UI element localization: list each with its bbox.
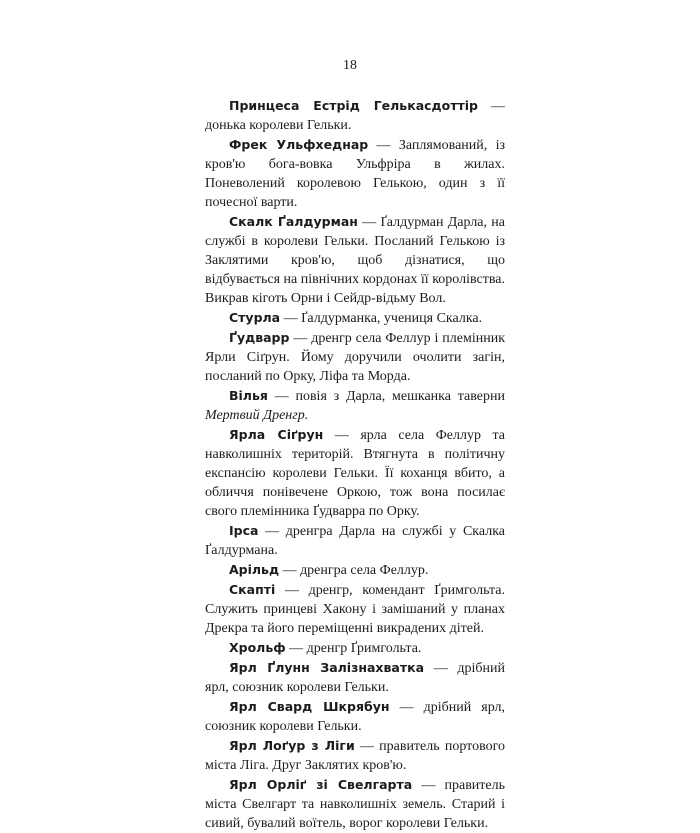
character-description: — донька королеви Гельки. [205, 99, 505, 133]
character-description: — дренгра села Феллур. [279, 563, 429, 578]
character-name: Хрольф [229, 640, 286, 655]
character-name: Арільд [229, 562, 280, 577]
character-name: Ярл Орліґ зі Свелгарта [229, 777, 413, 792]
character-name: Фрек Ульфхеднар [229, 137, 369, 152]
character-list [205, 96, 505, 833]
character-name: Ірса [229, 523, 259, 538]
list-item [205, 425, 505, 521]
character-name: Ярла Сіґрун [229, 427, 324, 442]
tavern-name: Мертвий Дренгр. [205, 408, 309, 423]
character-description: — дрібний ярл, союзник королеви Гельки. [205, 700, 505, 734]
list-item [205, 308, 505, 328]
character-name: Вілья [229, 388, 268, 403]
character-description: — Ґалдурманка, учениця Скалка. [280, 311, 483, 326]
character-description: — дренгр села Феллур і племінник Ярли Сіґрун. Йому доручили очолити загін, посланий по Орку, Ліфа та Морда. [205, 331, 505, 384]
character-description: — Ґалдурман Дарла, на службі в королеви Гельки. Посланий Гелькою із Заклятими кров'ю, щоб дізнатися, що відбувається на північних кордонах її королівства. Викрав кіготь Орни і Сейдр-відьму Вол. [205, 215, 505, 306]
list-item [205, 560, 505, 580]
list-item [205, 328, 505, 386]
page-number: 18 [343, 58, 357, 73]
character-description: — дренгр, комендант Ґримгольта. Служить принцеві Хакону і замішаний у планах Дрекра та його переміщенні викрадених дітей. [205, 583, 505, 636]
character-name: Ярл Ґлунн Залізнахватка [229, 660, 425, 675]
character-description: — дренгра Дарла на службі у Скалка Ґалдурмана. [205, 524, 505, 558]
character-name: Скалк Ґалдурман [229, 214, 358, 229]
character-description: — ярла села Феллур та навколишніх територій. Втягнута в політичну експансію королеви Гельки. Її коханця вбито, а обличчя понівечене Оркою, тож вона посилає свого племінника Ґудварра по Орку. [205, 428, 505, 519]
list-item [205, 580, 505, 638]
character-description: — повія з Дарла, мешканка таверни [267, 389, 505, 404]
character-description: — дрібний ярл, союзник королеви Гельки. [205, 661, 505, 695]
list-item [205, 135, 505, 212]
list-item [205, 212, 505, 308]
list-item [205, 521, 505, 560]
list-item [205, 96, 505, 135]
list-item [205, 638, 505, 658]
list-item [205, 386, 505, 425]
character-description: — Заплямований, із кров'ю бога-вовка Ульфріра в жилах. Поневолений королевою Гелькою, один з її почесної варти. [205, 138, 505, 210]
character-description: — правитель міста Свелгарт та навколишніх земель. Старий і сивий, бувалий воїтель, ворог королеви Гельки. [205, 778, 506, 831]
list-item [205, 658, 505, 697]
character-description: — дренгр Ґримгольта. [285, 641, 422, 656]
character-name: Стурла [229, 310, 281, 325]
list-item [205, 736, 505, 775]
character-name: Ярл Свард Шкрябун [229, 699, 390, 714]
character-name: Принцеса Естрід Гелькасдоттір [229, 98, 478, 113]
character-description: — правитель портового міста Ліга. Друг Заклятих кров'ю. [205, 739, 505, 773]
character-name: Скапті [229, 582, 276, 597]
character-name: Ярл Лоґур з Ліги [229, 738, 355, 753]
character-name: Ґудварр [229, 330, 290, 345]
list-item [205, 697, 505, 736]
list-item [205, 775, 505, 833]
